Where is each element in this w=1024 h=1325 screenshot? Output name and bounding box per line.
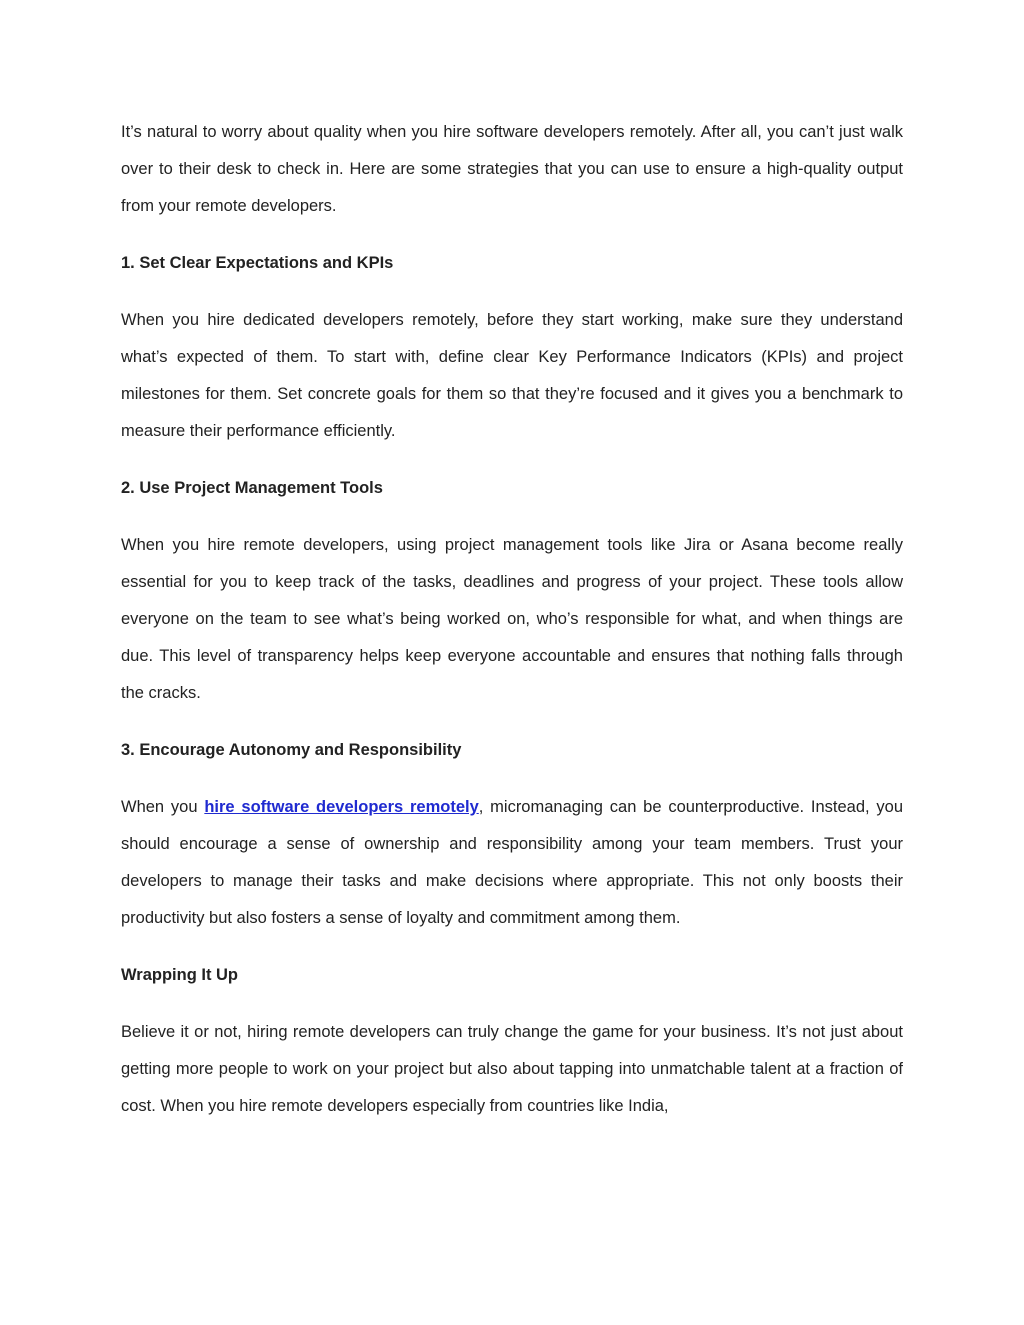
- section-heading-tools: 2. Use Project Management Tools: [121, 479, 383, 497]
- autonomy-text-after: , micromanaging can be counterproductive. Instead, you should encourage a sense of ownership and responsibility among your team members. Trust your developers to manage their tasks and make decisions where appropriate. This not only boosts their productivity but also fosters a sense of loyalty and commitment among them.: [121, 798, 903, 927]
- section-heading-kpis: 1. Set Clear Expectations and KPIs: [121, 254, 394, 272]
- hire-developers-link[interactable]: hire software developers remotely: [204, 798, 479, 816]
- section-body-autonomy: [121, 789, 903, 937]
- section-body-kpis: When you hire dedicated developers remotely, before they start working, make sure they understand what’s expected of them. To start with, define clear Key Performance Indicators (KPIs) and project milestones for them. Set concrete goals for them so that they’re focused and it gives you a benchmark to measure their performance efficiently.: [121, 311, 903, 440]
- section-heading-wrapping: Wrapping It Up: [121, 966, 239, 984]
- section-body-tools: When you hire remote developers, using project management tools like Jira or Asana become really essential for you to keep track of the tasks, deadlines and progress of your project. These tools allow everyone on the team to see what’s being worked on, who’s responsible for what, and when things are due. This level of transparency helps keep everyone accountable and ensures that nothing falls through the cracks.: [121, 536, 903, 702]
- section-heading-autonomy: 3. Encourage Autonomy and Responsibility: [121, 741, 462, 759]
- autonomy-text-before: When you: [121, 798, 205, 816]
- intro-paragraph: It’s natural to worry about quality when you hire software developers remotely. After all, you can’t just walk over to their desk to check in. Here are some strategies that you can use to ensure a high-quality output from your remote developers.: [121, 123, 903, 215]
- document-page: [121, 114, 903, 1145]
- section-body-wrapping: Believe it or not, hiring remote developers can truly change the game for your business. It’s not just about getting more people to work on your project but also about tapping into unmatchable talent at a fraction of cost. When you hire remote developers especially from countries like India,: [121, 1023, 903, 1115]
